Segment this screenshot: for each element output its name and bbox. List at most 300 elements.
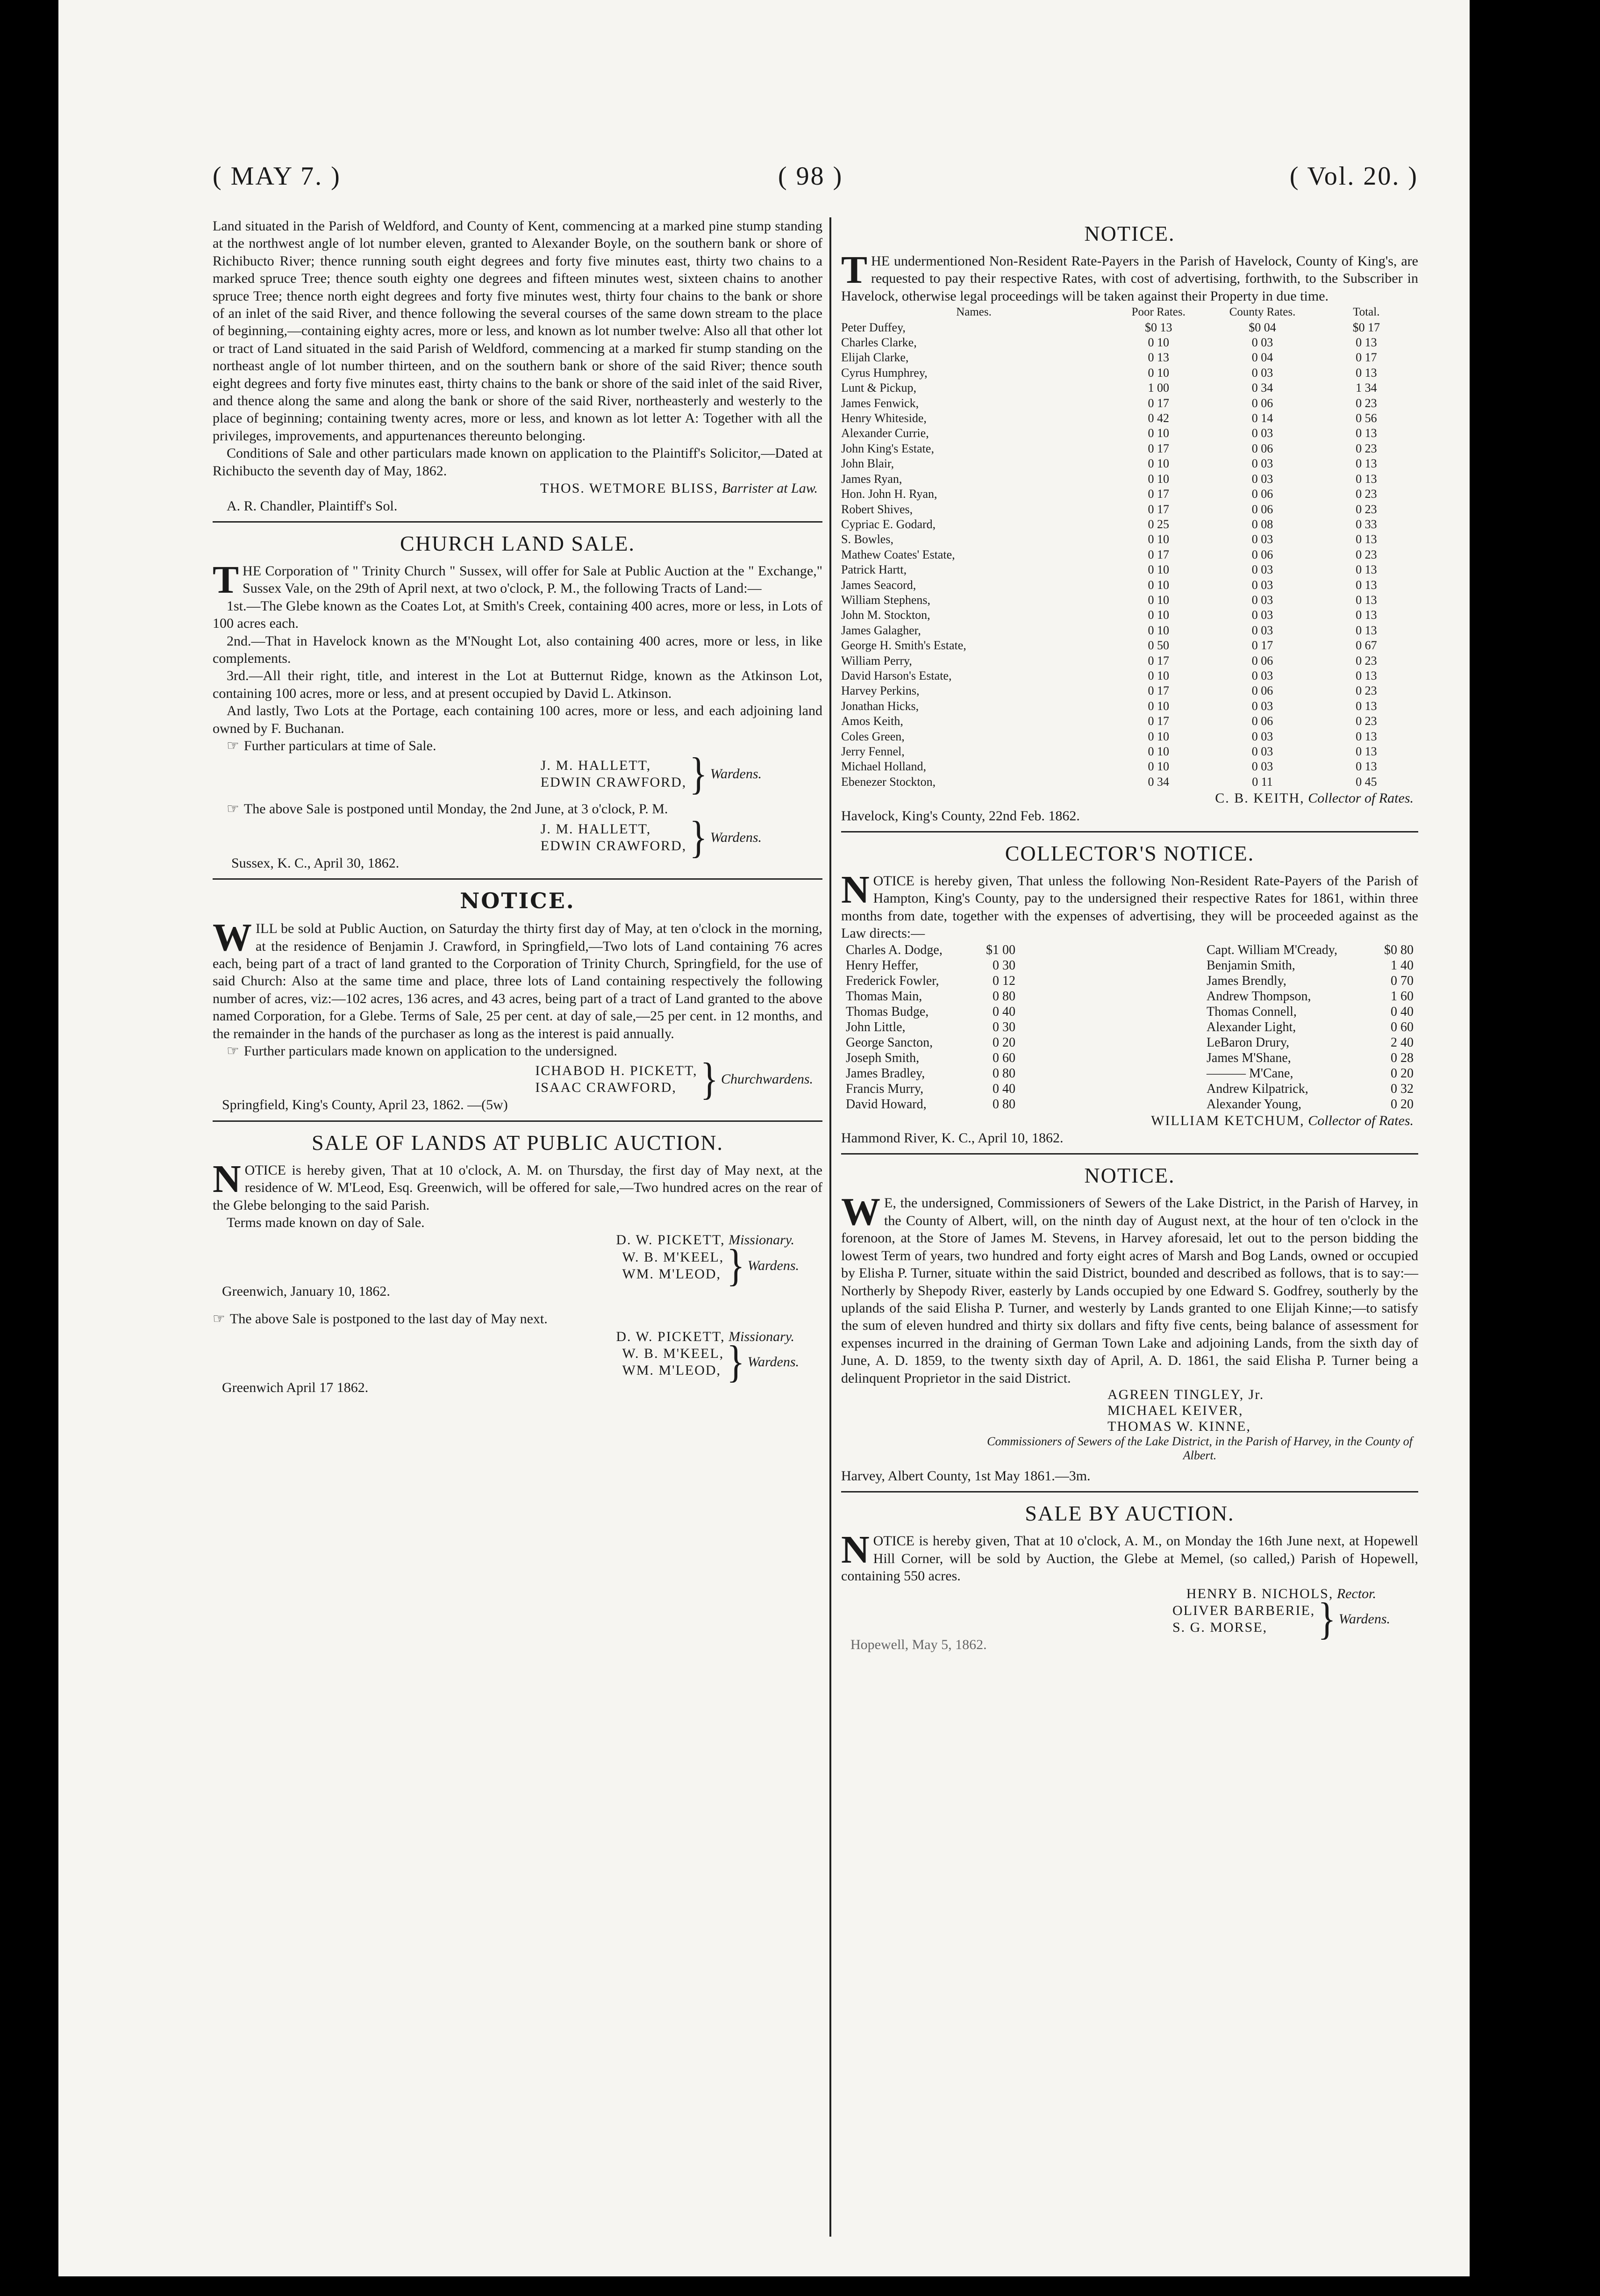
ratepayer-name: William Perry,: [841, 653, 912, 667]
rate-amount: 0 06: [1251, 441, 1273, 455]
table-row: [841, 714, 1418, 729]
rate-amount: 0 13: [1356, 699, 1377, 713]
dropcap: T: [841, 248, 868, 292]
wardens-role: Wardens.: [1338, 1611, 1390, 1627]
table-row: [841, 623, 1418, 638]
dropcap: N: [841, 1528, 870, 1572]
ratepayer-name: Henry Whiteside,: [841, 411, 927, 425]
column-divider: [829, 217, 831, 2237]
warden-name: EDWIN CRAWFORD,: [540, 775, 687, 790]
rate-amount: 0 03: [1251, 563, 1273, 577]
divider: [841, 831, 1418, 832]
land-conditions: Conditions of Sale and other particulars made known on application to the Plaintiff's Solicitor,—Dated at Richibucto the seventh day of May, 1862.: [213, 445, 822, 479]
commissioner-name: MICHAEL KEIVER,: [1107, 1402, 1243, 1418]
table-row: [841, 320, 1418, 335]
rate-amount: 0 03: [1251, 472, 1273, 486]
ratepayer-name: Francis Murry,: [846, 1081, 924, 1096]
rate-amount: $0 13: [1144, 320, 1172, 334]
rate-amount: 0 13: [1356, 760, 1377, 774]
table-row: [841, 608, 1418, 623]
rate-amount: 0 13: [1356, 563, 1377, 577]
ratepayer-name: Harvey Perkins,: [841, 684, 920, 698]
ratepayer-name: Charles A. Dodge,: [846, 942, 943, 957]
list-item: [846, 958, 1015, 973]
table-row: [841, 396, 1418, 411]
rate-amount: 0 10: [1148, 472, 1169, 486]
rate-amount: 0 13: [1356, 729, 1377, 743]
churchwarden-name: ICHABOD H. PICKETT,: [535, 1063, 698, 1079]
warden-name: WM. M'LEOD,: [622, 1363, 721, 1378]
table-row: [841, 472, 1418, 487]
ratepayer-name: Thomas Main,: [846, 989, 922, 1004]
rate-amount: 0 13: [1356, 472, 1377, 486]
rate-amount: 0 06: [1251, 547, 1273, 561]
table-row: [841, 366, 1418, 380]
table-row: [841, 729, 1418, 744]
further-text: Further particulars at time of Sale.: [243, 738, 436, 753]
church-sale-item-2: 2nd.—That in Havelock known as the M'Nought Lot, also containing 400 acres, more or less, in like complements.: [213, 633, 822, 666]
ratepayer-name: Joseph Smith,: [846, 1050, 920, 1065]
rate-amount: 0 10: [1148, 532, 1169, 546]
ratepayer-name: Coles Green,: [841, 729, 905, 743]
rate-amount: 0 11: [1252, 775, 1273, 789]
rate-amount: 0 13: [1356, 668, 1377, 682]
ratepayer-name: Patrick Hartt,: [841, 563, 907, 577]
list-item: [846, 1097, 1015, 1112]
greenwich-dated-2: Greenwich April 17 1862.: [222, 1380, 369, 1396]
table-row: [841, 487, 1418, 502]
table-row: [841, 380, 1418, 395]
rate-amount: 0 40: [993, 1081, 1015, 1096]
ratepayer-name: Jonathan Hicks,: [841, 699, 919, 713]
ratepayer-name: Lunt & Pickup,: [841, 381, 917, 395]
rate-amount: 0 20: [993, 1035, 1015, 1050]
ratepayers-list-left: [846, 942, 1015, 1112]
table-row: [841, 426, 1418, 441]
right-column: [841, 217, 1418, 1653]
rate-amount: 0 17: [1148, 547, 1169, 561]
rate-amount: 0 03: [1251, 623, 1273, 637]
ratepayer-name: Michael Holland,: [841, 760, 926, 774]
greenwich-dated: Greenwich, January 10, 1862.: [222, 1283, 390, 1299]
rate-amount: $0 04: [1249, 320, 1276, 334]
rate-amount: 0 03: [1251, 699, 1273, 713]
sale-of-lands-title: SALE OF LANDS AT PUBLIC AUCTION.: [311, 1130, 724, 1155]
rate-amount: 0 13: [1148, 351, 1169, 365]
rate-amount: 0 23: [1356, 684, 1377, 698]
rate-amount: 0 10: [1148, 608, 1169, 622]
rate-amount: 0 42: [1148, 411, 1169, 425]
rate-amount: 0 13: [1356, 336, 1377, 350]
collectors-notice-title: COLLECTOR'S NOTICE.: [1005, 841, 1255, 866]
rate-amount: 0 17: [1148, 502, 1169, 516]
list-item: [846, 1066, 1015, 1081]
ratepayers-list-right: [1207, 942, 1414, 1112]
ratepayer-name: John M. Stockton,: [841, 608, 930, 622]
church-wardens-signature: [213, 749, 762, 799]
missionary-role: Missionary.: [729, 1328, 794, 1344]
column-header: Total.: [1353, 306, 1380, 319]
rate-amount: 0 80: [993, 989, 1015, 1004]
ratepayer-name: James Bradley,: [846, 1066, 925, 1081]
hampton-dated: Hammond River, K. C., April 10, 1862.: [841, 1130, 1064, 1146]
warden-name: S. G. MORSE,: [1172, 1619, 1268, 1635]
rate-amount: 0 13: [1356, 426, 1377, 440]
ratepayer-name: Alexander Light,: [1207, 1019, 1296, 1034]
rate-amount: 0 04: [1251, 351, 1273, 365]
havelock-signature: [841, 789, 1418, 807]
list-item: [846, 1050, 1015, 1066]
ratepayer-name: James Ryan,: [841, 472, 902, 486]
rate-amount: 0 13: [1356, 366, 1377, 380]
rate-amount: 0 50: [1148, 639, 1169, 653]
list-item: [1207, 1004, 1414, 1019]
column-header: Poor Rates.: [1131, 306, 1186, 319]
brace-icon: }: [700, 1055, 719, 1105]
table-row: [841, 441, 1418, 456]
church-further-particulars: [213, 737, 822, 754]
warden-name: J. M. HALLETT,: [540, 821, 651, 837]
church-sale-item-3: 3rd.—All their right, title, and interest in the Lot at Butternut Ridge, known as the Atkinson Lot, containing 100 acres, more or less, and at present occupied by David L. Atkinson.: [213, 668, 822, 701]
header-volume: ( Vol. 20. ): [1289, 162, 1418, 191]
commissioners-role: Commissioners of Sewers of the Lake District, in the Parish of Harvey, in the County of Albert.: [987, 1434, 1413, 1462]
rate-amount: 0 10: [1148, 336, 1169, 350]
collector-body: OTICE is hereby given, That unless the following Non-Resident Rate-Payers of the Parish of Hampton, King's County, pay to the undersigned their respective Rates for 1861, within three months from date, together with the expenses of advertising, they will be proceeded against as the Law directs:—: [841, 873, 1418, 941]
ratepayer-name: ——— M'Cane,: [1207, 1066, 1293, 1081]
commissioner-name: AGREEN TINGLEY, Jr.: [1107, 1386, 1264, 1402]
rector-role: Rector.: [1336, 1586, 1376, 1601]
divider: [841, 1153, 1418, 1155]
ratepayer-name: James Galagher,: [841, 623, 921, 637]
springfield-dated: Springfield, King's County, April 23, 1862. —(5w): [222, 1097, 508, 1113]
commissioner-name: THOMAS W. KINNE,: [1107, 1418, 1251, 1434]
left-column: [213, 217, 822, 1397]
havelock-intro: HE undermentioned Non-Resident Rate-Payers in the Parish of Havelock, County of King's, are requested to pay their respective Rates, with cost of advertising, forthwith, to the Subscriber in Havelock, otherwise legal proceedings will be taken against their Property in due time.: [841, 253, 1418, 304]
churchwardens-role: Churchwardens.: [721, 1071, 813, 1087]
list-item: [1207, 1097, 1414, 1112]
hampton-ratepayers: [841, 942, 1418, 1112]
table-row: [841, 653, 1418, 668]
warden-name: OLIVER BARBERIE,: [1172, 1602, 1315, 1618]
hopewell-dated: Hopewell, May 5, 1862.: [850, 1636, 987, 1652]
rate-amount: 0 17: [1356, 351, 1377, 365]
ratepayer-name: Jerry Fennel,: [841, 745, 905, 758]
dropcap: W: [213, 916, 252, 960]
church-postponed: [213, 800, 822, 818]
brace-icon: }: [689, 749, 707, 799]
rate-amount: 0 80: [993, 1097, 1015, 1112]
ratepayer-name: John Little,: [846, 1019, 906, 1034]
missionary-name: D. W. PICKETT,: [616, 1328, 725, 1344]
divider: [213, 878, 822, 880]
rate-amount: 0 10: [1148, 760, 1169, 774]
list-item: [846, 973, 1015, 989]
ratepayer-name: Benjamin Smith,: [1207, 958, 1295, 973]
church-sale-item-1: 1st.—The Glebe known as the Coates Lot, at Smith's Creek, containing 400 acres, more or less, in Lots of 100 acres each.: [213, 598, 822, 631]
postponed-text: The above Sale is postponed until Monday, the 2nd June, at 3 o'clock, P. M.: [243, 801, 668, 817]
church-wardens-signature-2: [213, 812, 762, 862]
list-item: [846, 1019, 1015, 1035]
table-row: [841, 593, 1418, 608]
ratepayer-name: George Sancton,: [846, 1035, 933, 1050]
ratepayer-name: Peter Duffey,: [841, 320, 906, 334]
further-text: Further particulars made known on application to the undersigned.: [243, 1043, 617, 1059]
rate-amount: 0 10: [1148, 563, 1169, 577]
rate-amount: 0 70: [1391, 973, 1414, 988]
rate-amount: 1 34: [1356, 381, 1377, 395]
column-header: County Rates.: [1229, 306, 1296, 319]
warden-name: WM. M'LEOD,: [622, 1266, 721, 1282]
rate-amount: 0 06: [1251, 714, 1273, 728]
dropcap: N: [841, 868, 870, 912]
rate-amount: $1 00: [986, 942, 1015, 957]
list-item: [846, 942, 1015, 958]
ratepayer-name: James Fenwick,: [841, 396, 919, 410]
rate-amount: 0 10: [1148, 578, 1169, 592]
rate-amount: 0 03: [1251, 593, 1273, 607]
church-land-sale-title: CHURCH LAND SALE.: [400, 531, 635, 555]
list-item: [1207, 1081, 1414, 1097]
ratepayer-name: James Brendly,: [1207, 973, 1286, 988]
list-item: [1207, 942, 1414, 958]
divider: [213, 521, 822, 523]
rate-amount: 0 03: [1251, 668, 1273, 682]
rate-amount: 0 03: [1251, 760, 1273, 774]
missionary-name: D. W. PICKETT,: [616, 1232, 725, 1248]
list-item: [846, 989, 1015, 1004]
church-sale-item-4: And lastly, Two Lots at the Portage, each containing 100 acres, more or less, and each adjoining land owned by F. Buchanan.: [213, 703, 822, 736]
rate-amount: 0 13: [1356, 457, 1377, 471]
rate-amount: 0 23: [1356, 487, 1377, 501]
rate-amount: 0 06: [1251, 396, 1273, 410]
divider: [841, 1491, 1418, 1492]
brace-icon: }: [689, 812, 707, 862]
ratepayer-name: Ebenezer Stockton,: [841, 775, 936, 789]
warden-name: J. M. HALLETT,: [540, 758, 651, 774]
rate-amount: 0 13: [1356, 593, 1377, 607]
pointing-hand-icon: ☞: [227, 738, 239, 753]
ratepayer-name: S. Bowles,: [841, 532, 893, 546]
rate-amount: 0 40: [1391, 1004, 1414, 1019]
rate-amount: 0 23: [1356, 653, 1377, 667]
ratepayer-name: Cypriac E. Godard,: [841, 517, 936, 531]
rate-amount: 0 03: [1251, 366, 1273, 380]
pointing-hand-icon: ☞: [227, 801, 239, 817]
churchwarden-name: ISAAC CRAWFORD,: [535, 1080, 677, 1096]
rate-amount: 0 40: [993, 1004, 1015, 1019]
rate-amount: 0 56: [1356, 411, 1377, 425]
land-signature: [213, 480, 822, 497]
ratepayer-name: Robert Shives,: [841, 502, 913, 516]
brace-icon: }: [727, 1337, 745, 1387]
rate-amount: 2 40: [1391, 1035, 1414, 1050]
rate-amount: 0 03: [1251, 426, 1273, 440]
pointing-hand-icon: ☞: [213, 1311, 225, 1327]
rate-amount: 0 34: [1148, 775, 1169, 789]
havelock-dated: Havelock, King's County, 22nd Feb. 1862.: [841, 808, 1080, 824]
header-page-number: ( 98 ): [778, 162, 843, 191]
table-row: [841, 638, 1418, 653]
missionary-role: Missionary.: [729, 1232, 794, 1248]
list-item: [1207, 1050, 1414, 1066]
rate-amount: 0 17: [1148, 714, 1169, 728]
table-row: [841, 775, 1418, 789]
rate-amount: 0 10: [1148, 668, 1169, 682]
page-content: [213, 161, 1418, 2237]
ratepayer-name: David Harson's Estate,: [841, 668, 952, 682]
rate-amount: 0 06: [1251, 487, 1273, 501]
postponed-text: The above Sale is postponed to the last day of May next.: [229, 1311, 548, 1327]
rate-amount: 0 10: [1148, 457, 1169, 471]
ratepayer-name: Capt. William M'Cready,: [1207, 942, 1337, 957]
rate-amount: 0 23: [1356, 441, 1377, 455]
rate-amount: 0 20: [1391, 1097, 1414, 1112]
ratepayer-name: Andrew Thompson,: [1207, 989, 1311, 1004]
table-row: [841, 411, 1418, 426]
notice-title: NOTICE.: [460, 888, 575, 914]
rate-amount: $0 80: [1384, 942, 1414, 957]
wardens-role: Wardens.: [747, 1354, 799, 1370]
list-item: [1207, 973, 1414, 989]
sewers-notice-title: NOTICE.: [1084, 1163, 1175, 1188]
divider: [213, 1120, 822, 1122]
rate-amount: 1 60: [1391, 989, 1414, 1004]
pointing-hand-icon: ☞: [227, 1043, 239, 1059]
rate-amount: 0 10: [1148, 745, 1169, 758]
list-item: [1207, 1035, 1414, 1050]
list-item: [846, 1081, 1015, 1097]
table-row: [841, 578, 1418, 593]
rate-amount: 0 03: [1251, 745, 1273, 758]
rate-amount: 0 06: [1251, 653, 1273, 667]
springfield-notice-body: ILL be sold at Public Auction, on Saturday the thirty first day of May, at ten o'clock in the morning, at the residence of Benjamin J. Crawford, in Springfield,—Two lots of Land containing 76 acres each, being part of a tract of land granted to the Corporation of Trinity Church, Springfield, for the use of said Church: Also at the same time and place, three lots of Land containing respectively the following number of acres, viz:—102 acres, 136 acres, and 43 acres, being part of a tract of Land granted to the above named Corporation, for a Glebe. Terms of Sale, 25 per cent. at day of sale,—25 per cent. in 12 months, and the remainder in the hands of the purchaser as long as the interest is paid annually.: [213, 921, 822, 1041]
rate-amount: 0 30: [993, 958, 1015, 973]
ratepayer-name: LeBaron Drury,: [1207, 1035, 1290, 1050]
list-item: [846, 1004, 1015, 1019]
rate-amount: 0 14: [1251, 411, 1273, 425]
ratepayer-name: Alexander Currie,: [841, 426, 929, 440]
greenwich-postponed: [213, 1310, 822, 1327]
column-header: Names.: [956, 306, 992, 319]
rate-amount: 0 60: [1391, 1019, 1414, 1034]
rate-amount: 0 06: [1251, 684, 1273, 698]
rate-amount: 0 03: [1251, 336, 1273, 350]
rate-amount: 0 13: [1356, 532, 1377, 546]
rate-amount: 0 60: [993, 1050, 1015, 1065]
rate-amount: 0 13: [1356, 745, 1377, 758]
rate-amount: 0 80: [993, 1066, 1015, 1081]
rate-amount: 0 10: [1148, 729, 1169, 743]
sale-of-lands-body: OTICE is hereby given, That at 10 o'clock, A. M. on Thursday, the first day of May next, at the residence of W. M'Leod, Esq. Greenwich, will be offered for sale,—Two hundred acres on the rear of the Glebe belonging to the said Parish.: [213, 1162, 822, 1213]
ratepayer-name: Elijah Clarke,: [841, 351, 909, 365]
rate-amount: 0 30: [993, 1019, 1015, 1034]
rate-amount: 0 23: [1356, 547, 1377, 561]
rate-amount: 0 23: [1356, 396, 1377, 410]
rate-amount: 1 00: [1148, 381, 1169, 395]
table-row: [841, 562, 1418, 577]
collector-role: Collector of Rates.: [1308, 1112, 1414, 1128]
rate-amount: 0 06: [1251, 502, 1273, 516]
sewers-body: E, the undersigned, Commissioners of Sewers of the Lake District, in the Parish of Harvey, in the County of Albert, will, on the ninth day of August next, at the hour of ten o'clock in the forenoon, at the Store of James M. Stevens, in Harvey aforesaid, let out to the person bidding the lowest Term of years, two hundred and forty eight acres of Marsh and Bog Lands, owned or occupied by Elisha P. Turner, situate within the said District, bounded and described as follows, that is to say:—Northerly by Shepody River, easterly by Lands occupied by one Edward S. Godfrey, southerly by the uplands of the said Elisha P. Turner, and westerly by Lands granted to one Elijah Kinne;—to satisfy the sum of eleven hundred and thirty six dollars and fifty five cents, being balance of assessment for expenses incurred in the draining of German Town Lake and adjoining Lands, from the sixth day of June, A. D. 1859, to the twenty sixth day of April, A. D. 1861, the said Elisha P. Turner being a delinquent Proprietor in the said District.: [841, 1195, 1418, 1386]
rate-amount: 0 10: [1148, 366, 1169, 380]
table-row: [841, 456, 1418, 471]
wardens-role: Wardens.: [710, 829, 762, 845]
rate-amount: 0 20: [1391, 1066, 1414, 1081]
ratepayer-name: Charles Clarke,: [841, 336, 917, 350]
ratepayer-name: James Seacord,: [841, 578, 916, 592]
ratepayer-name: George H. Smith's Estate,: [841, 639, 966, 653]
ratepayer-name: John Blair,: [841, 457, 894, 471]
collector-name: C. B. KEITH,: [1215, 790, 1305, 806]
rate-amount: 0 17: [1148, 396, 1169, 410]
table-row: [841, 699, 1418, 714]
collector-role: Collector of Rates.: [1308, 790, 1414, 806]
rate-amount: 0 03: [1251, 457, 1273, 471]
warden-name: W. B. M'KEEL,: [622, 1346, 724, 1362]
rate-amount: 0 25: [1148, 517, 1169, 531]
rate-amount: 0 13: [1356, 623, 1377, 637]
table-row: [841, 744, 1418, 759]
dropcap: N: [213, 1157, 241, 1201]
ratepayer-name: Henry Heffer,: [846, 958, 919, 973]
land-description: Land situated in the Parish of Weldford, and County of Kent, commencing at a marked pine stump standing at the northwest angle of lot number eleven, granted to Alexander Boyle, on the southern bank or shore of Richibucto River; thence running south eight degrees and forty five minutes east, thirty two chains to a marked spruce Tree; thence south eighty one degrees and fifteen minutes west, sixteen chains to another spruce Tree; thence north eight degrees and forty five minutes west, thirty four chains to the bank or shore of an inlet of the said River, and thence following the several courses of the same down stream to the place of beginning,—containing eighty acres, more or less, and known as lot number twelve: Also all that other lot or tract of Land situated in the said Parish of Weldford, commencing at a marked fir stump standing on the northeast angle of lot number thirteen, and on the southern bank or shore of the said River; thence south eight degrees and forty five minutes east, thirty chains to the bank or shore of the said inlet of the said River, and thence along the same and along the bank or shore of the said River, northeasterly and westerly to the place of beginning; containing twenty acres, more or less, and known as lot letter A: Together with all the privileges, improvements, and appurtenances thereunto belonging.: [213, 218, 822, 444]
ratepayer-name: Amos Keith,: [841, 714, 903, 728]
ratepayer-name: Cyrus Humphrey,: [841, 366, 928, 380]
table-row: [841, 517, 1418, 532]
rate-amount: 0 17: [1251, 639, 1273, 653]
rate-amount: 0 17: [1148, 653, 1169, 667]
list-item: [846, 1035, 1015, 1050]
church-sale-intro: HE Corporation of " Trinity Church " Sussex, will offer for Sale at Public Auction at the " Exchange," Sussex Vale, on the 29th of April next, at two o'clock, P. M., the following Tracts of Land:—: [243, 563, 822, 596]
rate-amount: 0 13: [1356, 608, 1377, 622]
list-item: [1207, 989, 1414, 1004]
sale-by-auction-title: SALE BY AUCTION.: [1025, 1501, 1235, 1526]
rate-amount: 0 34: [1251, 381, 1273, 395]
collector-name: WILLIAM KETCHUM,: [1151, 1112, 1305, 1128]
rate-amount: 0 03: [1251, 729, 1273, 743]
warden-name: W. B. M'KEEL,: [622, 1249, 724, 1265]
land-signature-role: Barrister at Law.: [721, 481, 818, 496]
dropcap: W: [841, 1190, 880, 1234]
rate-amount: 0 33: [1356, 517, 1377, 531]
springfield-further: [213, 1042, 822, 1060]
ratepayer-name: John King's Estate,: [841, 441, 934, 455]
rate-amount: 0 10: [1148, 426, 1169, 440]
ratepayer-name: Frederick Fowler,: [846, 973, 939, 988]
plaintiff-solicitor: A. R. Chandler, Plaintiff's Sol.: [227, 498, 398, 514]
rate-amount: 0 17: [1148, 684, 1169, 698]
wardens-role: Wardens.: [747, 1257, 799, 1273]
rate-amount: 0 45: [1356, 775, 1377, 789]
header-date: ( MAY 7. ): [213, 162, 341, 191]
table-row: [841, 683, 1418, 698]
rate-amount: 0 12: [993, 973, 1015, 988]
sewers-dated: Harvey, Albert County, 1st May 1861.—3m.: [841, 1468, 1091, 1484]
rate-amount: 0 13: [1356, 578, 1377, 592]
rate-amount: $0 17: [1352, 320, 1380, 334]
havelock-notice-title: NOTICE.: [1084, 222, 1175, 245]
table-row: [841, 335, 1418, 350]
list-item: [1207, 958, 1414, 973]
church-dated: Sussex, K. C., April 30, 1862.: [231, 855, 400, 871]
rate-amount: 0 23: [1356, 714, 1377, 728]
havelock-rates-table: [841, 305, 1418, 789]
brace-icon: }: [1318, 1594, 1336, 1644]
list-item: [1207, 1019, 1414, 1035]
dropcap: T: [213, 558, 239, 602]
ratepayer-name: James M'Shane,: [1207, 1050, 1291, 1065]
table-row: [841, 547, 1418, 562]
